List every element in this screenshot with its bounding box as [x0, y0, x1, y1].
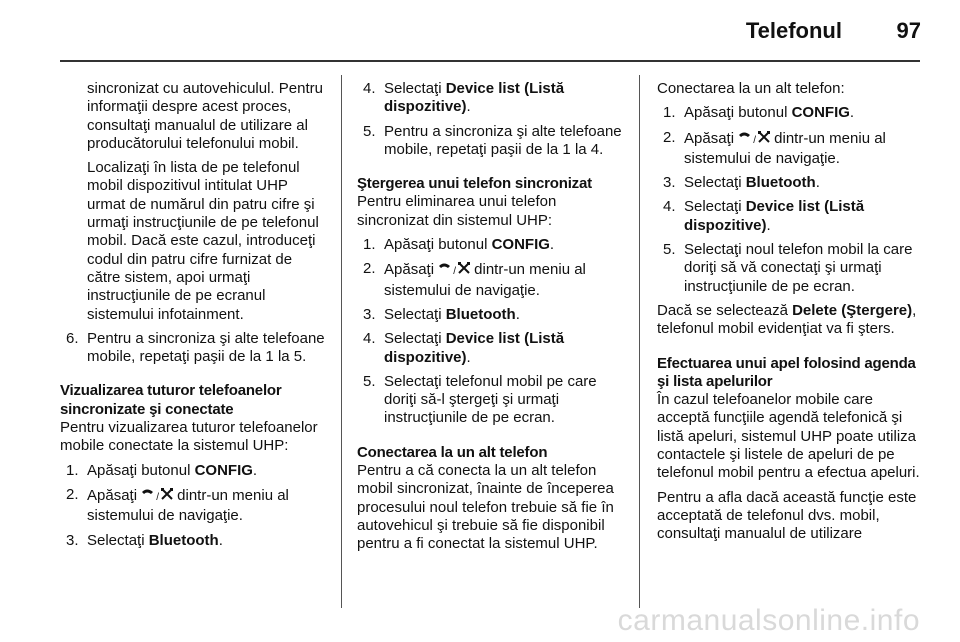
column-divider-1 — [341, 75, 342, 608]
list-item — [357, 260, 627, 300]
paragraph — [657, 302, 923, 339]
list-number: 3. — [663, 174, 676, 192]
phone-tools-icon: / — [738, 129, 770, 150]
paragraph: Localizaţi în lista de pe telefonul mobil dispozitivul intitulat UHP urmat de numărul din patru cifre şi urmaţi instrucţiunile de pe telefonul mobil. Dacă este cazul, introduceţi codul din patru cifre furnizat de către sistem, apoi urmaţi instrucţiunile de pe ecranul sistemului infotainment. — [87, 159, 319, 323]
list-number: 1. — [663, 104, 676, 122]
list-text: dintr-un meniu al sistemului de navigaţie. — [87, 486, 289, 525]
page-number: 97 — [896, 18, 921, 43]
button-name: CONFIG — [194, 461, 253, 479]
list-number: 3. — [66, 531, 79, 549]
phone-tools-icon: / — [438, 260, 470, 281]
list-text: Apăsaţi butonul — [87, 461, 195, 479]
list-text: . — [815, 174, 820, 192]
list-text: Apăsaţi — [384, 261, 439, 279]
list-item — [657, 104, 923, 122]
section-heading: Ştergerea unui telefon sincronizat — [357, 175, 592, 193]
list-number: 6. — [66, 329, 79, 347]
section-heading: Vizualizarea tuturor telefoanelor sincronizate şi conectate — [60, 382, 282, 418]
list-number: 4. — [663, 198, 676, 216]
list-item — [60, 462, 328, 480]
list-item — [60, 486, 328, 526]
page-title: Telefonul — [745, 18, 842, 43]
list-number: 4. — [363, 80, 376, 97]
section-heading: Conectarea la un alt telefon — [357, 443, 548, 461]
paragraph: Pentru vizualizarea tuturor telefoanelor mobile conectate la sistemul UHP: — [60, 419, 318, 455]
list-item — [357, 330, 627, 367]
menu-name: Delete (Ştergere) — [792, 301, 913, 319]
button-name: CONFIG — [491, 236, 550, 254]
list-text: . — [218, 531, 223, 549]
list-number: 3. — [363, 305, 376, 323]
list-text: . — [515, 305, 520, 323]
list-item — [657, 198, 923, 235]
column-divider-2 — [639, 75, 640, 608]
list-text: . — [466, 348, 471, 366]
menu-name: Device list (Listă dispozitive) — [384, 80, 565, 116]
phone-tools-icon: / — [141, 486, 173, 507]
list-number: 2. — [663, 128, 676, 146]
list-text: Selectaţi — [684, 198, 746, 216]
paragraph: Pentru a afla dacă această funcţie este acceptată de telefonul dvs. mobil, consultaţi manualul de utilizare — [657, 488, 917, 543]
column-1 — [60, 80, 328, 550]
menu-name: Bluetooth — [745, 174, 816, 192]
list-item — [657, 129, 923, 169]
list-text: dintr-un meniu al sistemului de navigaţie. — [384, 261, 586, 299]
list-text: . — [549, 236, 555, 254]
list-number: 5. — [663, 241, 676, 259]
list-text: Selectaţi — [87, 531, 149, 549]
list-item — [657, 174, 923, 192]
list-item — [357, 306, 627, 324]
menu-name: Bluetooth — [445, 305, 516, 323]
menu-name: Bluetooth — [148, 531, 219, 549]
list-text: Selectaţi — [384, 330, 446, 348]
paragraph: Pentru eliminarea unui telefon sincronizat din sistemul UHP: — [357, 193, 557, 229]
list-text: Apăsaţi butonul — [684, 104, 792, 122]
list-text: Selectaţi telefonul mobil pe care doriţi să-l ştergeţi şi urmaţi instrucţiunile de pe ecran. — [384, 372, 597, 427]
menu-name: Device list (Listă dispozitive) — [384, 330, 565, 366]
list-item — [357, 80, 627, 117]
list-text: Selectaţi noul telefon mobil la care doriţi să vă conectaţi şi urmaţi instrucţiunile de pe ecran. — [684, 241, 913, 295]
section-heading: Efectuarea unui apel folosind agenda şi lista apelurilor — [657, 354, 916, 390]
list-text: . — [252, 461, 258, 479]
paragraph: sincronizat cu autovehiculul. Pentru informaţii despre acest proces, consultaţi manualul de utilizare al producătorului telefonului mobil. — [87, 80, 323, 152]
list-text: Selectaţi — [384, 305, 446, 323]
paragraph: Conectarea la un alt telefon: — [657, 80, 845, 97]
list-text: Pentru a sincroniza şi alte telefoane mobile, repetaţi paşii de la 1 la 5. — [87, 329, 325, 366]
list-item — [357, 236, 627, 254]
header-rule — [60, 60, 920, 62]
list-number: 2. — [363, 260, 376, 278]
button-name: CONFIG — [791, 104, 850, 122]
list-number: 2. — [66, 485, 79, 503]
watermark: carmanualsonline.info — [617, 604, 920, 637]
list-number: 5. — [363, 372, 376, 390]
list-number: 1. — [66, 461, 79, 479]
list-number: 4. — [363, 330, 376, 348]
menu-name: Device list (Listă dispozitive) — [684, 198, 865, 234]
list-text: . — [849, 104, 855, 122]
list-text: Apăsaţi — [87, 486, 142, 504]
list-item — [357, 123, 627, 160]
list-text: Selectaţi — [384, 80, 446, 97]
list-text: . — [766, 216, 771, 234]
column-2 — [357, 80, 627, 554]
text: Dacă se selectează — [657, 301, 793, 319]
list-item — [657, 241, 923, 296]
column-3 — [657, 80, 923, 544]
list-item — [60, 330, 328, 367]
list-item — [60, 532, 328, 550]
list-number: 5. — [363, 122, 376, 140]
list-text: Selectaţi — [684, 174, 746, 192]
page-header — [0, 0, 960, 60]
list-number: 1. — [363, 236, 376, 254]
list-text: Apăsaţi butonul — [384, 236, 492, 254]
text: , telefonul mobil evidenţiat va fi şters. — [657, 301, 917, 338]
list-text: dintr-un meniu al sistemului de navigaţie. — [684, 129, 886, 167]
list-text: Pentru a sincroniza şi alte telefoane mobile, repetaţi paşii de la 1 la 4. — [384, 122, 622, 158]
list-text: Apăsaţi — [684, 129, 739, 147]
list-item — [357, 373, 627, 428]
list-text: . — [466, 98, 471, 116]
paragraph: Pentru a că conecta la un alt telefon mobil sincronizat, înainte de începerea procesului noul telefon trebuie să fie în autovehicul şi trebuie să fie disponibil pentru a fi conectat la sistemul UHP. — [357, 462, 614, 553]
paragraph: În cazul telefoanelor mobile care acceptă funcţiile agendă telefonică şi listă apeluri, sistemul UHP poate utiliza contactele şi listele de apeluri de pe telefonul mobil pentru a efectua apeluri. — [657, 391, 920, 482]
